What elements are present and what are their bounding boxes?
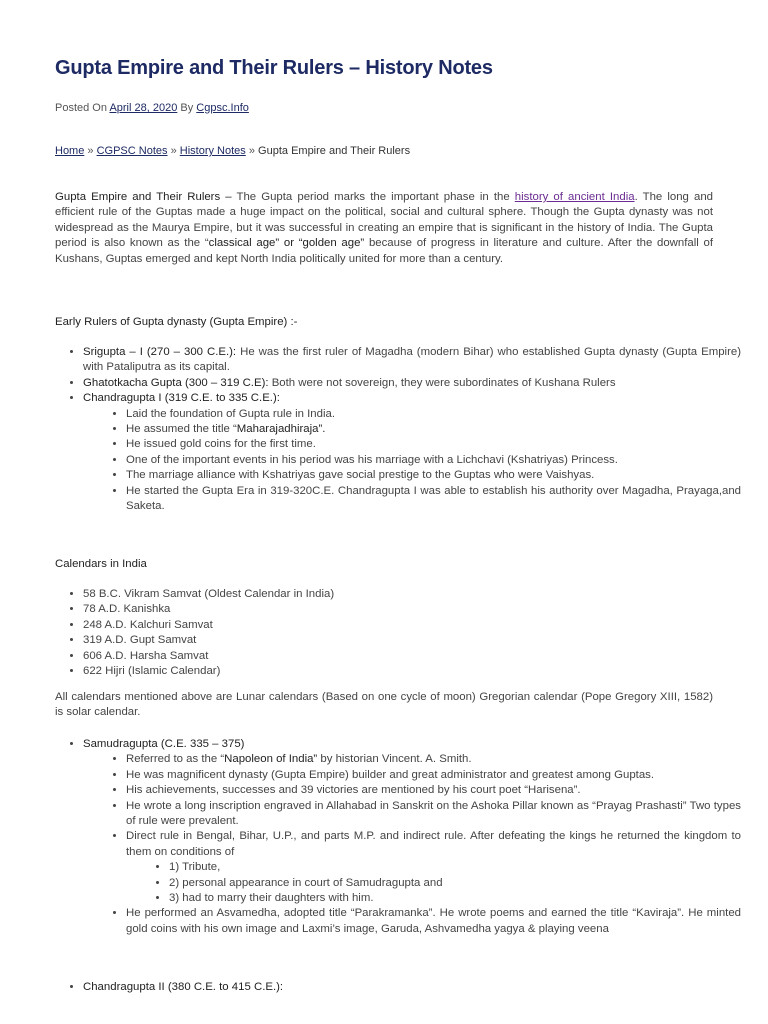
list-item: • The marriage alliance with Kshatriyas gave social prestige to the Guptas who were Vaishyas. (126, 468, 741, 483)
title-text: He assumed the title “ (126, 423, 237, 436)
ghatotkacha-text: Both were not sovereign, they were subordinates of Kushana Rulers (268, 376, 616, 389)
list-item: • 622 Hijri (Islamic Calendar) (83, 664, 741, 679)
breadcrumb-separator: » (248, 145, 255, 157)
intro-lead: Gupta Empire and Their Rulers – (55, 191, 232, 203)
intro-text-2: . The long and efficient rule of the Guptas made a huge impact on the political, social and cultural sphere. Though the Gupta dynasty was not widespread as the Maurya Empire, but it was successful in creating an empire that is significant in the history of India. The Gupta period is also known as the “ (55, 191, 713, 250)
breadcrumb-separator: » (87, 145, 94, 157)
list-item: • He performed an Asvamedha, adopted title “Parakramanka”. He wrote poems and earned the title “Kaviraja”. He minted gold coins with his own image and Laxmi’s image, Garuda, Ashvamedha yagya & playing veena (126, 906, 741, 937)
list-item: • 248 A.D. Kalchuri Samvat (83, 618, 741, 633)
list-item: • 1) Tribute, (169, 860, 741, 875)
srigupta-text: He was the first ruler of Magadha (modern Bihar) who established Gupta dynasty (Gupta Empire) with Pataliputra as its capital. (83, 346, 741, 374)
srigupta-name: Srigupta – I (270 – 300 C.E.): (83, 346, 237, 358)
chandragupta1-points (83, 407, 741, 515)
history-of-ancient-india-link[interactable]: history of ancient India (514, 191, 635, 203)
chandragupta1-name: Chandragupta I (319 C.E. to 335 C.E.): (83, 392, 280, 405)
posted-on-label: Posted On (55, 102, 107, 114)
napoleon-text-c: by historian Vincent. A. Smith. (317, 753, 472, 766)
list-item: • He wrote a long inscription engraved in Allahabad in Sanskrit on the Ashoka Pillar known as “Prayag Prashasti” Two types of rule were prevalent. (126, 799, 741, 830)
intro-paragraph (55, 190, 713, 267)
samudragupta-name: Samudragupta (C.E. 335 – 375) (83, 738, 245, 750)
list-item: • 319 A.D. Gupt Samvat (83, 633, 741, 648)
list-item (83, 391, 741, 514)
maharajadhiraja-text: Maharajadhiraja”. (236, 423, 326, 436)
calendars-note: All calendars mentioned above are Lunar calendars (Based on one cycle of moon) Gregorian calendar (Pope Gregory XIII, 1582) is solar calendar. (55, 691, 713, 719)
list-item: • 58 B.C. Vikram Samvat (Oldest Calendar in India) (83, 587, 741, 602)
list-item: • 3) had to marry their daughters with him. (169, 891, 741, 906)
list-item (126, 829, 741, 906)
list-item: • He issued gold coins for the first time. (126, 437, 741, 452)
breadcrumb (55, 144, 713, 159)
list-item: • 606 A.D. Harsha Samvat (83, 649, 741, 664)
chandragupta2-list (55, 980, 741, 995)
list-item: • His achievements, successes and 39 victories are mentioned by his court poet “Harisena”. (126, 783, 741, 798)
calendars-heading: Calendars in India (55, 558, 147, 570)
page-title: Gupta Empire and Their Rulers – History Notes (55, 57, 493, 79)
list-item (126, 752, 741, 767)
direct-rule-text: Direct rule in Bengal, Bihar, U.P., and parts M.P. and indirect rule. After defeating the kings he returned the kingdom to them on conditions of (126, 830, 741, 858)
list-item (83, 980, 741, 995)
list-item (126, 422, 741, 437)
list-item: • 78 A.D. Kanishka (83, 602, 741, 617)
ghatotkacha-name: Ghatotkacha Gupta (300 – 319 C.E): (83, 376, 269, 389)
post-meta (55, 101, 713, 116)
calendars-list (55, 587, 741, 679)
list-item (83, 376, 741, 391)
list-item: • Laid the foundation of Gupta rule in India. (126, 407, 741, 422)
list-item: • 2) personal appearance in court of Samudragupta and (169, 876, 741, 891)
early-rulers-list (55, 345, 741, 514)
author-link[interactable]: Cgpsc.Info (196, 102, 249, 114)
breadcrumb-history-notes-link[interactable]: History Notes (179, 145, 246, 157)
list-item (83, 737, 741, 937)
list-item: • He was magnificent dynasty (Gupta Empire) builder and great administrator and greatest among Guptas. (126, 768, 741, 783)
napoleon-of-india-text: Napoleon of India” (224, 753, 318, 766)
breadcrumb-separator: » (170, 145, 177, 157)
post-date-link[interactable]: April 28, 2020 (109, 102, 178, 114)
chandragupta2-name: Chandragupta II (380 C.E. to 415 C.E.): (83, 981, 284, 993)
conditions-list (126, 860, 741, 906)
samudragupta-points (83, 752, 741, 937)
list-item: • He started the Gupta Era in 319-320C.E. Chandragupta I was able to establish his authority over Magadha, Prayaga,and Saketa. (126, 484, 741, 515)
breadcrumb-home-link[interactable]: Home (55, 145, 85, 157)
by-label: By (180, 102, 194, 114)
list-item (83, 345, 741, 376)
samudragupta-list (55, 737, 741, 937)
napoleon-text-a: Referred to as the “ (126, 753, 225, 766)
breadcrumb-current: Gupta Empire and Their Rulers (258, 145, 411, 157)
early-rulers-heading: Early Rulers of Gupta dynasty (Gupta Empire) :- (55, 316, 298, 328)
breadcrumb-cgpsc-notes-link[interactable]: CGPSC Notes (96, 145, 168, 157)
intro-highlight: classical age” or “golden age” (208, 237, 365, 250)
intro-text-1: The Gupta period marks the important phase in the (231, 191, 515, 203)
list-item: • One of the important events in his period was his marriage with a Lichchavi (Kshatriyas) Princess. (126, 453, 741, 468)
intro-text-3: because of progress in literature and culture. After the downfall of Kushans, Guptas emerged and kept North India politically united for more than a century. (55, 237, 713, 265)
